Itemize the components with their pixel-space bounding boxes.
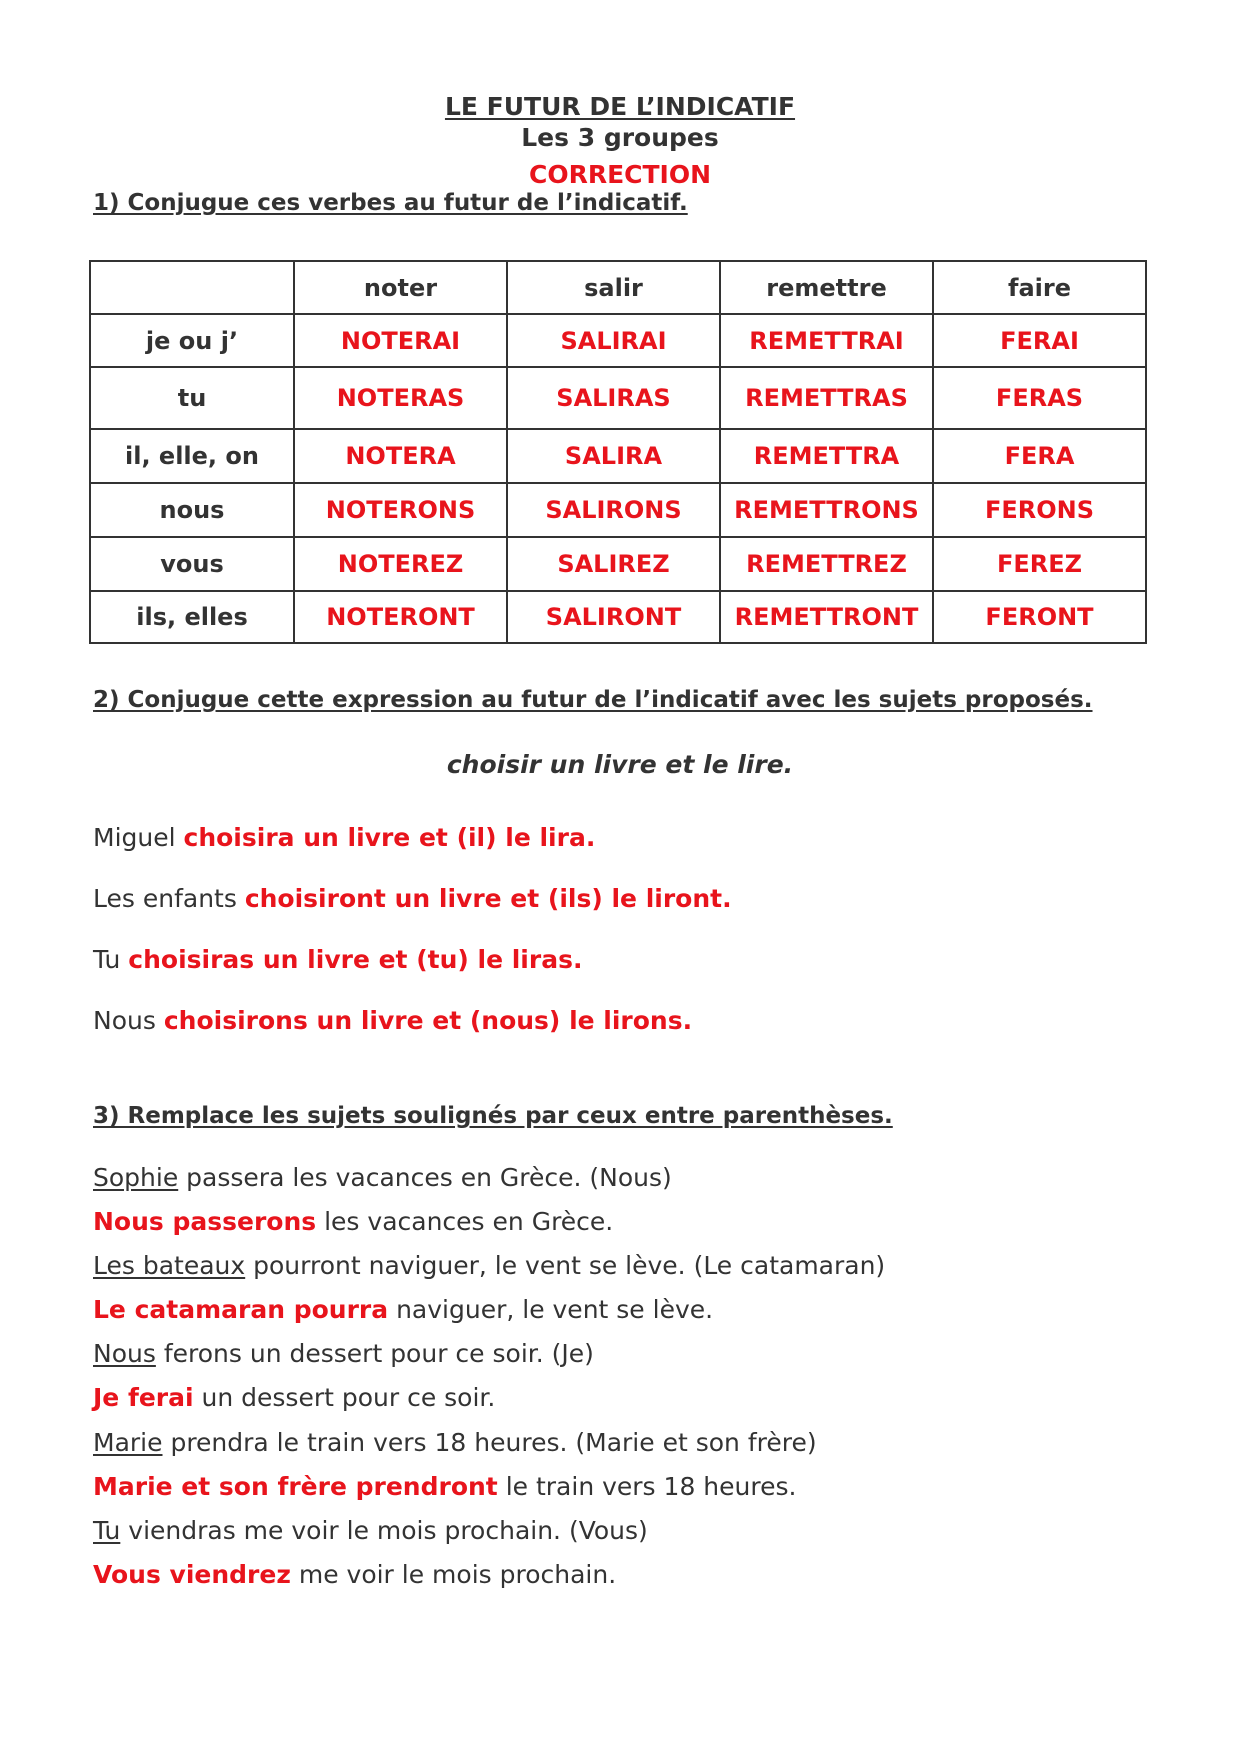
answer-rest: un dessert pour ce soir. xyxy=(193,1383,496,1412)
answer-correction: Nous passerons xyxy=(93,1207,317,1236)
answer-correction: Vous viendrez xyxy=(93,1560,291,1589)
prompt-rest: viendras me voir le mois prochain. (Vous) xyxy=(120,1516,648,1545)
section-2-title: 2) Conjugue cette expression au futur de l’indicatif avec les sujets proposés. xyxy=(93,687,1093,713)
table-row xyxy=(90,591,1146,643)
expression-answer-line xyxy=(93,945,582,974)
verb-form-cell: SALIRAS xyxy=(507,367,720,429)
answer-sentence xyxy=(93,1472,796,1501)
page-subtitle: Les 3 groupes xyxy=(521,123,719,152)
table-row xyxy=(90,483,1146,537)
table-header-verb: remettre xyxy=(720,261,933,314)
answer-correction: Marie et son frère prendront xyxy=(93,1472,498,1501)
verb-form-cell: FERAS xyxy=(933,367,1146,429)
verb-form-cell: REMETTRONT xyxy=(720,591,933,643)
answer-correction: choisiras un livre et (tu) le liras. xyxy=(128,945,583,974)
conjugation-table xyxy=(89,260,1147,644)
answer-correction: choisiront un livre et (ils) le liront. xyxy=(244,884,732,913)
prompt-sentence xyxy=(93,1339,594,1368)
answer-rest: les vacances en Grèce. xyxy=(316,1207,614,1236)
answer-subject: Tu xyxy=(93,945,129,974)
prompt-sentence xyxy=(93,1516,648,1545)
pronoun-cell: je ou j’ xyxy=(90,314,294,367)
pronoun-cell: il, elle, on xyxy=(90,429,294,483)
table-header-empty xyxy=(90,261,294,314)
pronoun-cell: vous xyxy=(90,537,294,591)
answer-subject: Miguel xyxy=(93,823,184,852)
verb-form-cell: FERA xyxy=(933,429,1146,483)
answer-subject: Les enfants xyxy=(93,884,245,913)
table-row xyxy=(90,367,1146,429)
answer-sentence xyxy=(93,1295,713,1324)
verb-form-cell: REMETTRAI xyxy=(720,314,933,367)
answer-correction: Le catamaran pourra xyxy=(93,1295,389,1324)
prompt-rest: passera les vacances en Grèce. (Nous) xyxy=(178,1163,672,1192)
pronoun-cell: ils, elles xyxy=(90,591,294,643)
verb-form-cell: SALIRONS xyxy=(507,483,720,537)
verb-form-cell: SALIRAI xyxy=(507,314,720,367)
prompt-sentence xyxy=(93,1163,672,1192)
prompt-sentence xyxy=(93,1428,817,1457)
verb-form-cell: NOTERONT xyxy=(294,591,507,643)
underlined-subject: Sophie xyxy=(93,1163,179,1192)
verb-form-cell: FEREZ xyxy=(933,537,1146,591)
answer-subject: Nous xyxy=(93,1006,164,1035)
prompt-sentence xyxy=(93,1251,885,1280)
verb-form-cell: NOTERAI xyxy=(294,314,507,367)
verb-form-cell: REMETTREZ xyxy=(720,537,933,591)
table-header-row xyxy=(90,261,1146,314)
prompt-rest: prendra le train vers 18 heures. (Marie et son frère) xyxy=(162,1428,817,1457)
pronoun-cell: nous xyxy=(90,483,294,537)
answer-correction: choisira un livre et (il) le lira. xyxy=(183,823,596,852)
correction-label: CORRECTION xyxy=(528,160,712,189)
answer-rest: naviguer, le vent se lève. xyxy=(388,1295,714,1324)
underlined-subject: Tu xyxy=(93,1516,121,1545)
expression-answer-line xyxy=(93,884,732,913)
pronoun-cell: tu xyxy=(90,367,294,429)
expression-answer-line xyxy=(93,823,595,852)
table-row xyxy=(90,314,1146,367)
answer-sentence xyxy=(93,1383,495,1412)
underlined-subject: Les bateaux xyxy=(93,1251,246,1280)
verb-form-cell: REMETTRA xyxy=(720,429,933,483)
verb-form-cell: REMETTRONS xyxy=(720,483,933,537)
table-row xyxy=(90,429,1146,483)
table-header-verb: salir xyxy=(507,261,720,314)
verb-form-cell: NOTERAS xyxy=(294,367,507,429)
verb-form-cell: REMETTRAS xyxy=(720,367,933,429)
verb-form-cell: SALIRA xyxy=(507,429,720,483)
answer-correction: Je ferai xyxy=(93,1383,194,1412)
verb-form-cell: NOTERA xyxy=(294,429,507,483)
page-title: LE FUTUR DE L’INDICATIF xyxy=(444,92,796,121)
verb-form-cell: NOTEREZ xyxy=(294,537,507,591)
table-header-verb: noter xyxy=(294,261,507,314)
answer-sentence xyxy=(93,1207,613,1236)
answer-correction: choisirons un livre et (nous) le lirons. xyxy=(163,1006,693,1035)
expression-answer-line xyxy=(93,1006,692,1035)
verb-form-cell: SALIREZ xyxy=(507,537,720,591)
underlined-subject: Nous xyxy=(93,1339,156,1368)
prompt-rest: pourront naviguer, le vent se lève. (Le catamaran) xyxy=(245,1251,886,1280)
underlined-subject: Marie xyxy=(93,1428,163,1457)
verb-form-cell: FERAI xyxy=(933,314,1146,367)
verb-form-cell: SALIRONT xyxy=(507,591,720,643)
prompt-rest: ferons un dessert pour ce soir. (Je) xyxy=(155,1339,594,1368)
section-1-title: 1) Conjugue ces verbes au futur de l’indicatif. xyxy=(93,190,688,216)
table-header-verb: faire xyxy=(933,261,1146,314)
section-3-title: 3) Remplace les sujets soulignés par ceux entre parenthèses. xyxy=(93,1103,893,1129)
verb-form-cell: FERONS xyxy=(933,483,1146,537)
answer-sentence xyxy=(93,1560,616,1589)
table-row xyxy=(90,537,1146,591)
verb-form-cell: NOTERONS xyxy=(294,483,507,537)
answer-rest: le train vers 18 heures. xyxy=(497,1472,797,1501)
answer-rest: me voir le mois prochain. xyxy=(290,1560,617,1589)
verb-form-cell: FERONT xyxy=(933,591,1146,643)
expression-to-conjugate: choisir un livre et le lire. xyxy=(446,750,794,779)
